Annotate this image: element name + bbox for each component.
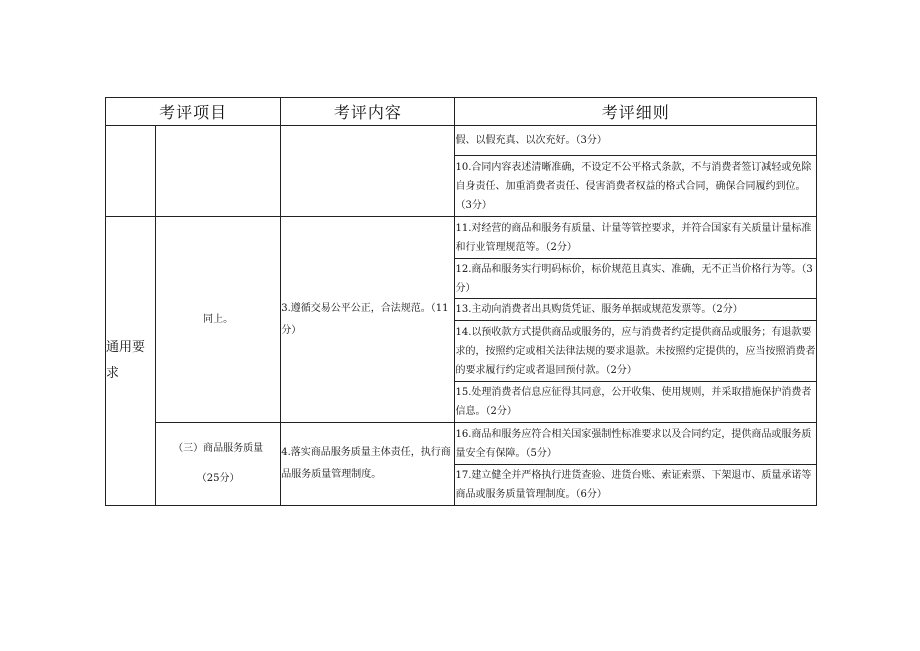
category-cell-empty (106, 126, 156, 217)
subitem-quality (156, 423, 281, 506)
evaluation-table (105, 97, 817, 506)
rule-cell: 17.建立健全并严格执行进货查验、进货台账、索证索票、下架退市、质量承诺等商品或服务质量管理制度。（6分） (455, 465, 817, 506)
general-requirements-label: 通用要求 (106, 217, 156, 506)
subitem-quality-label: （三）商品服务质量 (173, 443, 264, 454)
subitem-cell-empty (156, 126, 281, 217)
subitem-same: 同上。 (156, 217, 281, 423)
header-row (106, 98, 817, 126)
rule-cell: 13.主动向消费者出具购货凭证、服务单据或规范发票等。（2分） (455, 299, 817, 321)
content-quality: 4.落实商品服务质量主体责任，执行商品服务质量管理制度。 (281, 423, 455, 506)
subitem-quality-score: （25分） (196, 473, 240, 484)
table-row (106, 217, 817, 259)
header-rules: 考评细则 (455, 98, 817, 126)
header-item: 考评项目 (106, 98, 281, 126)
table-row (106, 126, 817, 156)
rule-cell: 16.商品和服务应符合相关国家强制性标准要求以及合同约定，提供商品或服务质量安全有保障。（5分） (455, 423, 817, 465)
rule-cell: 11.对经营的商品和服务有质量、计量等管控要求，并符合国家有关质量计量标准和行业管理规范等。（2分） (455, 217, 817, 259)
rule-cell: 14.以预收款方式提供商品或服务的，应与消费者约定提供商品或服务；有退款要求的，按照约定或相关法律法规的要求退款。未按照约定提供的，应当按照消费者的要求履行约定或者退回预付款。（2分） (455, 321, 817, 382)
rule-cell: 15.处理消费者信息应征得其同意，公开收集、使用规则，并采取措施保护消费者信息。（2分） (455, 382, 817, 423)
header-content: 考评内容 (281, 98, 455, 126)
content-cell-empty (281, 126, 455, 217)
rule-cell: 12.商品和服务实行明码标价，标价规范且真实、准确，无不正当价格行为等。（3分） (455, 259, 817, 299)
rule-cell: 10.合同内容表述清晰准确，不设定不公平格式条款，不与消费者签订减轻或免除自身责任、加重消费者责任、侵害消费者权益的格式合同，确保合同履约到位。（3分） (455, 156, 817, 217)
content-fair-trade: 3.遵循交易公平公正，合法规范。（11分） (281, 217, 455, 423)
table-row (106, 423, 817, 465)
rule-cell: 假、以假充真、以次充好。（3分） (455, 126, 817, 156)
